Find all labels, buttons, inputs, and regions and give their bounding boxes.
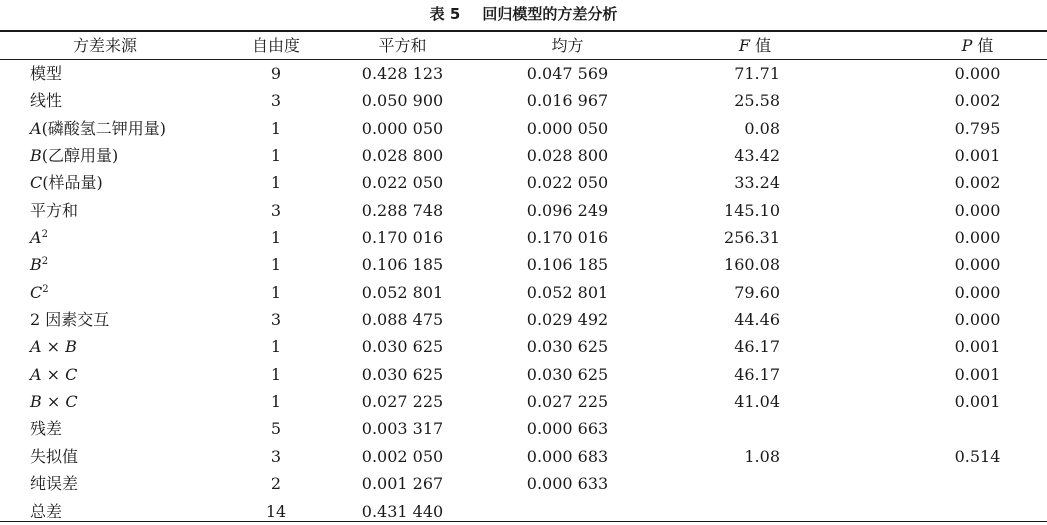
cell-source xyxy=(30,333,77,360)
source-term: A xyxy=(30,118,42,138)
cell-df: 3 xyxy=(270,310,282,330)
cell-f: 79.60 xyxy=(734,282,780,302)
source-label: (样品量) xyxy=(42,173,103,193)
cell-df: 1 xyxy=(270,282,282,302)
cell-ms: 0.028 800 xyxy=(526,146,609,166)
table-row xyxy=(0,279,1047,306)
table-row xyxy=(0,169,1047,196)
cell-ss: 0.052 801 xyxy=(361,282,444,302)
cell-source xyxy=(30,443,78,470)
cell-ms: 0.000 050 xyxy=(526,118,609,138)
cell-ss: 0.170 016 xyxy=(361,228,444,248)
cell-p: 0.000 xyxy=(954,200,1001,220)
header-ss: 平方和 xyxy=(378,36,427,55)
cell-f: 71.71 xyxy=(734,64,780,83)
table-row xyxy=(0,388,1047,415)
cell-source xyxy=(30,279,49,306)
source-label: 纯误差 xyxy=(30,474,79,494)
cell-ss: 0.000 050 xyxy=(361,118,444,138)
source-label: 平方和 xyxy=(30,200,79,220)
cell-ss: 0.002 050 xyxy=(361,446,444,466)
cell-source xyxy=(30,197,78,224)
cell-source xyxy=(30,415,62,442)
cell-p: 0.000 xyxy=(954,255,1001,275)
cell-p: 0.000 xyxy=(954,310,1001,330)
cell-source xyxy=(30,388,78,415)
cell-p: 0.001 xyxy=(954,146,1001,166)
cell-df: 1 xyxy=(270,118,282,138)
cell-source xyxy=(30,87,62,114)
cell-p: 0.002 xyxy=(954,91,1001,111)
source-label: 失拟值 xyxy=(30,446,79,466)
cell-f: 0.08 xyxy=(744,118,780,138)
cell-ms: 0.052 801 xyxy=(526,282,609,302)
cell-df: 1 xyxy=(270,146,282,166)
header-p xyxy=(930,32,1025,59)
cell-df: 1 xyxy=(270,337,282,357)
cell-ms: 0.027 225 xyxy=(526,392,609,412)
cell-df: 3 xyxy=(270,200,282,220)
cell-ss: 0.050 900 xyxy=(361,91,444,111)
cell-source xyxy=(30,169,103,196)
header-f xyxy=(715,32,795,59)
cell-f: 145.10 xyxy=(724,200,780,220)
source-term: C xyxy=(30,173,43,193)
table-number: 表 5 xyxy=(429,5,461,23)
table-row xyxy=(0,306,1047,333)
cell-ss: 0.001 267 xyxy=(361,474,444,494)
cell-df: 1 xyxy=(270,255,282,275)
header-p-suffix: 值 xyxy=(972,36,994,55)
cell-f: 25.58 xyxy=(734,91,780,111)
cell-f: 44.46 xyxy=(734,310,780,330)
cell-p: 0.000 xyxy=(954,64,1001,83)
cell-ms: 0.016 967 xyxy=(526,91,609,111)
cell-f: 43.42 xyxy=(734,146,780,166)
header-ms: 均方 xyxy=(551,36,584,55)
cell-ms: 0.030 625 xyxy=(526,337,609,357)
cell-ss: 0.028 800 xyxy=(361,146,444,166)
table-row xyxy=(0,224,1047,251)
source-label: 总差 xyxy=(30,501,63,521)
table-row xyxy=(0,251,1047,278)
cell-p: 0.002 xyxy=(954,173,1001,193)
cell-p: 0.001 xyxy=(954,364,1001,384)
cell-df: 14 xyxy=(265,501,287,521)
cell-ss: 0.428 123 xyxy=(361,64,444,83)
cell-ms: 0.000 663 xyxy=(526,419,609,439)
cell-ss: 0.431 440 xyxy=(361,501,444,521)
source-exponent: 2 xyxy=(41,256,49,268)
source-exponent: 2 xyxy=(41,229,48,241)
table-row xyxy=(0,142,1047,169)
table-body xyxy=(0,60,1047,525)
table-row xyxy=(0,197,1047,224)
cell-p: 0.001 xyxy=(954,337,1001,357)
source-label: 残差 xyxy=(30,419,63,439)
cell-f: 46.17 xyxy=(734,337,780,357)
source-label: (磷酸氢二钾用量) xyxy=(41,118,167,138)
source-term: A × C xyxy=(30,364,78,384)
cell-df: 3 xyxy=(270,446,282,466)
header-f-suffix: 值 xyxy=(750,36,772,55)
cell-source xyxy=(30,115,166,142)
cell-source xyxy=(30,224,48,251)
cell-ss: 0.003 317 xyxy=(361,419,444,439)
cell-p: 0.000 xyxy=(954,282,1001,302)
cell-ss: 0.027 225 xyxy=(361,392,444,412)
cell-f: 256.31 xyxy=(724,228,780,248)
cell-p: 0.000 xyxy=(954,228,1001,248)
cell-f: 1.08 xyxy=(744,446,780,466)
cell-p: 0.795 xyxy=(954,118,1001,138)
source-label: (乙醇用量) xyxy=(41,146,119,166)
source-label: 2 因素交互 xyxy=(30,310,110,330)
cell-source xyxy=(30,60,62,87)
cell-ms: 0.030 625 xyxy=(526,364,609,384)
table-caption xyxy=(0,3,1047,25)
source-term: B xyxy=(30,255,42,275)
cell-f: 160.08 xyxy=(724,255,780,275)
cell-ms: 0.096 249 xyxy=(526,200,609,220)
cell-df: 1 xyxy=(270,228,282,248)
cell-source xyxy=(30,142,118,169)
cell-ms: 0.029 492 xyxy=(526,310,609,330)
cell-ms: 0.000 683 xyxy=(526,446,609,466)
header-df: 自由度 xyxy=(251,36,300,55)
header-source: 方差来源 xyxy=(72,36,137,55)
cell-source xyxy=(30,470,78,497)
header-p-letter: P xyxy=(961,36,973,55)
cell-ms: 0.000 633 xyxy=(526,474,609,494)
table-row xyxy=(0,60,1047,87)
table-row xyxy=(0,361,1047,388)
source-term: B xyxy=(30,146,42,166)
table-row xyxy=(0,333,1047,360)
cell-df: 1 xyxy=(270,364,282,384)
cell-ss: 0.288 748 xyxy=(361,200,444,220)
cell-f: 33.24 xyxy=(734,173,780,193)
source-label: 线性 xyxy=(30,91,63,111)
table-title: 回归模型的方差分析 xyxy=(482,5,618,23)
table-row xyxy=(0,470,1047,497)
cell-ss: 0.022 050 xyxy=(361,173,444,193)
source-term: A × B xyxy=(30,337,77,357)
cell-ms: 0.022 050 xyxy=(526,173,609,193)
cell-df: 3 xyxy=(270,91,282,111)
cell-ss: 0.030 625 xyxy=(361,337,444,357)
cell-f: 41.04 xyxy=(734,392,780,412)
cell-df: 1 xyxy=(270,392,282,412)
cell-ss: 0.088 475 xyxy=(361,310,444,330)
header-f-letter: F xyxy=(738,36,750,55)
cell-ms: 0.047 569 xyxy=(526,64,609,83)
cell-df: 9 xyxy=(270,64,282,83)
cell-ss: 0.106 185 xyxy=(361,255,444,275)
table-header xyxy=(0,32,1047,59)
source-exponent: 2 xyxy=(42,283,49,295)
cell-ss: 0.030 625 xyxy=(361,364,444,384)
cell-df: 1 xyxy=(270,173,282,193)
cell-ms: 0.170 016 xyxy=(526,228,609,248)
table-row xyxy=(0,443,1047,470)
cell-f: 46.17 xyxy=(734,364,780,384)
cell-p: 0.514 xyxy=(954,446,1001,466)
cell-p: 0.001 xyxy=(954,392,1001,412)
source-term: B × C xyxy=(30,392,78,412)
table-row xyxy=(0,115,1047,142)
cell-df: 5 xyxy=(270,419,282,439)
source-label: 模型 xyxy=(30,64,63,83)
cell-df: 2 xyxy=(270,474,282,494)
cell-source xyxy=(30,306,109,333)
source-term: C xyxy=(30,282,43,302)
cell-source xyxy=(30,361,77,388)
cell-ms: 0.106 185 xyxy=(526,255,609,275)
table-row xyxy=(0,87,1047,114)
cell-source xyxy=(30,251,48,278)
source-term: A xyxy=(30,228,42,248)
table-row xyxy=(0,415,1047,442)
